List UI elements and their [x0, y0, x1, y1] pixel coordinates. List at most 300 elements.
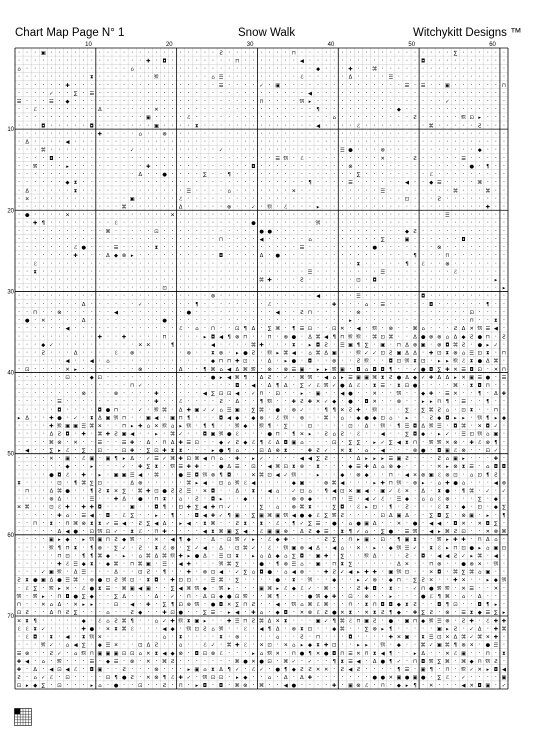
stitch-symbol: ✚: [356, 407, 361, 413]
thumbnail-grid: [15, 709, 32, 726]
stitch-symbol: ✚: [235, 456, 240, 462]
stitch-symbol: ·: [471, 650, 473, 657]
stitch-symbol: ·: [406, 325, 408, 332]
stitch-symbol: ·: [349, 139, 351, 146]
stitch-symbol: ·: [349, 350, 351, 357]
stitch-symbol: Ƨ: [42, 351, 45, 357]
stitch-symbol: ·: [358, 390, 360, 397]
stitch-symbol: ·: [390, 203, 392, 210]
stitch-symbol: ∑: [211, 391, 215, 397]
stitch-symbol: ·: [479, 90, 481, 97]
stitch-symbol: ·: [325, 674, 327, 681]
stitch-symbol: Δ: [300, 675, 304, 681]
stitch-symbol: ⊗: [138, 480, 142, 486]
stitch-symbol: ⌂: [284, 570, 287, 576]
stitch-symbol: ·: [228, 317, 230, 324]
stitch-symbol: ·: [228, 98, 230, 105]
stitch-symbol: ·: [390, 82, 392, 89]
stitch-symbol: ∑: [284, 424, 288, 430]
stitch-symbol: ℰ: [50, 675, 53, 681]
stitch-symbol: ·: [58, 293, 60, 300]
stitch-symbol: 𝔐: [154, 407, 159, 413]
stitch-symbol: ·: [398, 650, 400, 657]
stitch-symbol: ·: [18, 285, 20, 292]
stitch-symbol: ·: [34, 658, 36, 665]
stitch-symbol: ◘: [421, 294, 425, 300]
stitch-symbol: ✕: [469, 643, 473, 649]
stitch-symbol: ·: [325, 325, 327, 332]
stitch-symbol: ☰: [461, 432, 466, 438]
stitch-symbol: ✓: [122, 545, 126, 551]
stitch-symbol: ·: [252, 423, 254, 430]
stitch-symbol: ·: [333, 106, 335, 113]
stitch-symbol: ✓: [259, 667, 263, 673]
stitch-symbol: ·: [430, 552, 432, 559]
stitch-symbol: ·: [398, 147, 400, 154]
stitch-symbol: ·: [358, 90, 360, 97]
stitch-symbol: ●: [275, 407, 280, 413]
stitch-symbol: ·: [349, 642, 351, 649]
stitch-symbol: ·: [196, 642, 198, 649]
stitch-symbol: Δ: [147, 643, 151, 649]
stitch-symbol: ·: [196, 358, 198, 365]
stitch-symbol: ·: [422, 504, 424, 511]
stitch-symbol: ·: [293, 423, 295, 430]
stitch-symbol: ✓: [73, 415, 77, 421]
stitch-symbol: ·: [83, 496, 85, 503]
stitch-symbol: ·: [212, 544, 214, 551]
stitch-symbol: ◆: [276, 610, 280, 616]
stitch-symbol: ·: [398, 277, 400, 284]
stitch-symbol: ·: [301, 212, 303, 219]
stitch-symbol: Ƨ: [17, 578, 20, 584]
stitch-symbol: ·: [155, 341, 157, 348]
stitch-symbol: ·: [212, 244, 214, 251]
stitch-symbol: ·: [18, 439, 20, 446]
stitch-symbol: ·: [75, 228, 77, 235]
stitch-symbol: ·: [212, 49, 214, 56]
stitch-symbol: ⊓: [413, 618, 417, 624]
stitch-symbol: ·: [34, 390, 36, 397]
stitch-symbol: Δ: [284, 675, 288, 681]
stitch-symbol: ·: [341, 277, 343, 284]
stitch-symbol: ⊡: [235, 545, 239, 551]
stitch-symbol: 𝔐: [453, 359, 458, 365]
stitch-symbol: ▣: [259, 586, 264, 592]
stitch-symbol: Ƨ: [405, 553, 408, 559]
stitch-symbol: ▣: [89, 456, 94, 462]
stitch-symbol: 𝔐: [308, 375, 313, 381]
stitch-symbol: ¶: [268, 626, 271, 632]
stitch-symbol: Ƨ: [179, 488, 182, 494]
stitch-symbol: ·: [58, 130, 60, 137]
stitch-symbol: ◘: [429, 302, 433, 308]
stitch-symbol: ·: [188, 341, 190, 348]
stitch-symbol: Ƨ: [341, 432, 344, 438]
stitch-symbol: ·: [503, 317, 505, 324]
stitch-symbol: ·: [91, 220, 93, 227]
stitch-symbol: ·: [487, 277, 489, 284]
stitch-symbol: ◀: [163, 651, 167, 657]
stitch-symbol: ·: [414, 66, 416, 73]
stitch-symbol: ·: [463, 187, 465, 194]
stitch-symbol: Δ: [122, 594, 126, 600]
stitch-symbol: ·: [438, 268, 440, 275]
stitch-symbol: ·: [180, 293, 182, 300]
stitch-symbol: ·: [220, 90, 222, 97]
stitch-symbol: ·: [83, 309, 85, 316]
stitch-symbol: ·: [495, 382, 497, 389]
stitch-symbol: ·: [26, 203, 28, 210]
stitch-symbol: ·: [398, 212, 400, 219]
stitch-symbol: ✚: [502, 391, 507, 397]
stitch-symbol: ·: [244, 212, 246, 219]
stitch-symbol: ⌂: [308, 351, 311, 357]
stitch-symbol: ▣: [421, 342, 426, 348]
stitch-symbol: ·: [471, 252, 473, 259]
stitch-symbol: ·: [366, 187, 368, 194]
stitch-symbol: ✚: [179, 553, 184, 559]
stitch-symbol: ·: [285, 187, 287, 194]
stitch-symbol: ·: [50, 398, 52, 405]
stitch-symbol: ¶: [131, 618, 134, 624]
stitch-symbol: ·: [252, 285, 254, 292]
stitch-symbol: ◘: [421, 553, 425, 559]
stitch-symbol: ·: [123, 187, 125, 194]
stitch-symbol: ·: [406, 106, 408, 113]
stitch-symbol: ·: [99, 350, 101, 357]
stitch-symbol: ·: [204, 155, 206, 162]
stitch-symbol: ·: [212, 285, 214, 292]
stitch-symbol: ·: [471, 195, 473, 202]
stitch-symbol: Ƨ: [98, 488, 101, 494]
stitch-symbol: ▣: [130, 196, 135, 202]
stitch-symbol: ·: [446, 325, 448, 332]
stitch-symbol: ·: [479, 260, 481, 267]
stitch-symbol: ∑: [260, 505, 264, 511]
stitch-symbol: ·: [252, 358, 254, 365]
stitch-symbol: ·: [50, 203, 52, 210]
stitch-symbol: ·: [34, 130, 36, 137]
stitch-symbol: ·: [406, 585, 408, 592]
stitch-symbol: ◘: [494, 667, 498, 673]
stitch-symbol: ·: [422, 350, 424, 357]
stitch-symbol: ·: [42, 487, 44, 494]
stitch-symbol: ⊡: [195, 626, 199, 632]
stitch-symbol: ·: [42, 561, 44, 568]
stitch-symbol: ·: [430, 674, 432, 681]
stitch-symbol: ·: [349, 285, 351, 292]
stitch-symbol: ·: [155, 634, 157, 641]
stitch-symbol: ·: [26, 285, 28, 292]
stitch-symbol: ●: [421, 594, 426, 600]
stitch-symbol: ●: [275, 578, 280, 584]
stitch-symbol: ▸: [349, 318, 352, 324]
stitch-symbol: ·: [430, 252, 432, 259]
stitch-symbol: ·: [139, 390, 141, 397]
stitch-symbol: ·: [503, 57, 505, 64]
stitch-symbol: ·: [261, 66, 263, 73]
stitch-symbol: ·: [430, 244, 432, 251]
stitch-symbol: ·: [269, 98, 271, 105]
stitch-symbol: ·: [34, 98, 36, 105]
stitch-symbol: ·: [503, 439, 505, 446]
stitch-symbol: ▸: [373, 545, 376, 551]
stitch-symbol: ☰: [219, 75, 224, 81]
stitch-symbol: ·: [91, 382, 93, 389]
stitch-symbol: ·: [269, 82, 271, 89]
stitch-symbol: ⊡: [308, 326, 312, 332]
stitch-symbol: ·: [261, 366, 263, 373]
stitch-symbol: ·: [479, 285, 481, 292]
stitch-symbol: ⊓: [437, 399, 441, 405]
stitch-symbol: ·: [471, 82, 473, 89]
stitch-symbol: ·: [301, 147, 303, 154]
stitch-symbol: ✕: [445, 440, 449, 446]
stitch-symbol: ∑: [252, 513, 256, 519]
stitch-symbol: ·: [430, 382, 432, 389]
stitch-symbol: ·: [123, 82, 125, 89]
stitch-symbol: ▣: [146, 562, 151, 568]
stitch-symbol: ▣: [275, 83, 280, 89]
stitch-symbol: ▸: [179, 424, 182, 430]
stitch-symbol: Ƨ: [252, 602, 255, 608]
stitch-symbol: ·: [455, 285, 457, 292]
stitch-symbol: ·: [341, 220, 343, 227]
stitch-symbol: ·: [455, 82, 457, 89]
stitch-symbol: ✚: [65, 83, 70, 89]
stitch-symbol: ·: [487, 406, 489, 413]
stitch-symbol: ·: [123, 366, 125, 373]
stitch-symbol: ✚: [65, 505, 70, 511]
stitch-symbol: ✓: [372, 497, 376, 503]
stitch-symbol: ·: [414, 195, 416, 202]
stitch-symbol: ·: [58, 98, 60, 105]
stitch-symbol: ∑: [90, 480, 94, 486]
stitch-symbol: ·: [406, 57, 408, 64]
stitch-symbol: ¶: [446, 602, 449, 608]
stitch-symbol: ·: [75, 674, 77, 681]
stitch-symbol: ◀: [405, 180, 409, 186]
stitch-symbol: ·: [180, 479, 182, 486]
stitch-symbol: ·: [325, 203, 327, 210]
stitch-symbol: ·: [50, 561, 52, 568]
stitch-symbol: ·: [83, 674, 85, 681]
stitch-symbol: ·: [107, 187, 109, 194]
stitch-symbol: ·: [285, 277, 287, 284]
stitch-symbol: 𝔐: [57, 424, 62, 430]
stitch-symbol: ✚: [179, 456, 184, 462]
stitch-symbol: ·: [422, 414, 424, 421]
stitch-symbol: ·: [115, 147, 117, 154]
stitch-symbol: ·: [422, 66, 424, 73]
stitch-symbol: ·: [390, 155, 392, 162]
stitch-symbol: ·: [204, 374, 206, 381]
stitch-symbol: ∑: [357, 440, 361, 446]
stitch-symbol: ·: [261, 122, 263, 129]
stitch-symbol: ·: [422, 682, 424, 689]
stitch-symbol: ·: [455, 658, 457, 665]
stitch-symbol: ✕: [17, 618, 21, 624]
stitch-symbol: ·: [390, 90, 392, 97]
stitch-symbol: ◘: [373, 278, 377, 284]
stitch-symbol: ·: [293, 212, 295, 219]
stitch-symbol: ·: [26, 398, 28, 405]
stitch-symbol: ·: [414, 496, 416, 503]
stitch-symbol: ·: [18, 252, 20, 259]
stitch-symbol: ·: [196, 277, 198, 284]
stitch-symbol: ⌂: [284, 553, 287, 559]
stitch-symbol: ⧗: [235, 553, 239, 559]
stitch-symbol: ·: [34, 552, 36, 559]
stitch-symbol: ·: [261, 114, 263, 121]
stitch-symbol: ·: [309, 195, 311, 202]
stitch-symbol: ☰: [291, 562, 296, 568]
stitch-symbol: ▸: [446, 626, 449, 632]
stitch-symbol: ▣: [405, 237, 410, 243]
stitch-symbol: ·: [228, 252, 230, 259]
stitch-symbol: ●: [90, 586, 95, 592]
stitch-symbol: ·: [220, 155, 222, 162]
stitch-symbol: ·: [139, 658, 141, 665]
stitch-symbol: ⊓: [243, 334, 247, 340]
stitch-symbol: ·: [479, 479, 481, 486]
stitch-symbol: ·: [236, 147, 238, 154]
stitch-symbol: ▸: [66, 164, 69, 170]
stitch-symbol: ⊡: [170, 610, 174, 616]
stitch-symbol: ·: [309, 74, 311, 81]
stitch-symbol: ·: [406, 252, 408, 259]
stitch-symbol: ▣: [235, 407, 240, 413]
stitch-symbol: ◘: [65, 594, 69, 600]
stitch-symbol: ☰: [356, 464, 361, 470]
stitch-symbol: Δ: [276, 626, 280, 632]
stitch-symbol: ·: [317, 358, 319, 365]
stitch-symbol: ⧗: [308, 505, 312, 511]
stitch-symbol: ✕: [284, 643, 288, 649]
stitch-symbol: ·: [479, 228, 481, 235]
stitch-symbol: ·: [236, 496, 238, 503]
stitch-symbol: ·: [479, 57, 481, 64]
stitch-symbol: ·: [503, 49, 505, 56]
stitch-symbol: ·: [503, 106, 505, 113]
stitch-symbol: ·: [244, 406, 246, 413]
stitch-symbol: ·: [83, 268, 85, 275]
stitch-symbol: ·: [236, 260, 238, 267]
stitch-symbol: ·: [349, 106, 351, 113]
stitch-symbol: ·: [164, 155, 166, 162]
stitch-symbol: ⊗: [356, 683, 360, 689]
stitch-symbol: ·: [34, 496, 36, 503]
stitch-symbol: ·: [236, 236, 238, 243]
stitch-symbol: ·: [83, 293, 85, 300]
stitch-symbol: ·: [58, 122, 60, 129]
stitch-symbol: ·: [414, 236, 416, 243]
stitch-symbol: ·: [236, 139, 238, 146]
stitch-symbol: ·: [204, 244, 206, 251]
stitch-symbol: Δ: [373, 659, 377, 665]
stitch-symbol: ·: [398, 195, 400, 202]
stitch-symbol: ·: [131, 301, 133, 308]
stitch-symbol: ·: [293, 98, 295, 105]
stitch-symbol: ·: [26, 301, 28, 308]
stitch-symbol: ·: [252, 82, 254, 89]
stitch-symbol: ·: [107, 544, 109, 551]
stitch-symbol: ·: [34, 90, 36, 97]
stitch-symbol: ·: [236, 504, 238, 511]
stitch-symbol: ●: [65, 488, 70, 494]
stitch-symbol: ·: [390, 106, 392, 113]
stitch-symbol: ⌘: [307, 602, 312, 608]
stitch-symbol: ·: [204, 658, 206, 665]
stitch-symbol: ·: [107, 244, 109, 251]
stitch-symbol: ⊓: [478, 659, 482, 665]
stitch-symbol: ·: [495, 171, 497, 178]
stitch-symbol: ·: [172, 130, 174, 137]
stitch-symbol: ⊓: [130, 562, 134, 568]
stitch-symbol: ·: [18, 49, 20, 56]
stitch-symbol: ·: [42, 634, 44, 641]
stitch-symbol: ¶: [228, 667, 231, 673]
stitch-symbol: Ƨ: [147, 570, 150, 576]
stitch-symbol: ·: [67, 203, 69, 210]
stitch-symbol: ◘: [219, 253, 223, 259]
stitch-symbol: ·: [212, 98, 214, 105]
designer-name: Witchykitt Designs ™: [413, 27, 522, 39]
stitch-symbol: ·: [487, 66, 489, 73]
stitch-symbol: ◀: [462, 683, 466, 689]
stitch-symbol: ·: [212, 317, 214, 324]
stitch-symbol: ·: [236, 90, 238, 97]
stitch-symbol: ⊡: [98, 480, 102, 486]
stitch-symbol: ☰: [461, 156, 466, 162]
stitch-symbol: ·: [293, 195, 295, 202]
stitch-symbol: ·: [446, 187, 448, 194]
stitch-symbol: ·: [147, 212, 149, 219]
stitch-symbol: ·: [180, 163, 182, 170]
stitch-symbol: ·: [155, 301, 157, 308]
stitch-symbol: ▸: [252, 651, 255, 657]
stitch-symbol: ·: [293, 293, 295, 300]
stitch-symbol: ·: [75, 390, 77, 397]
stitch-symbol: ·: [180, 90, 182, 97]
stitch-symbol: ⧗: [244, 521, 248, 527]
stitch-symbol: ·: [75, 406, 77, 413]
stitch-symbol: ⧗: [340, 529, 344, 535]
stitch-symbol: ⧗: [106, 488, 110, 494]
stitch-symbol: ◆: [98, 643, 102, 649]
stitch-symbol: ·: [438, 309, 440, 316]
stitch-symbol: ·: [180, 74, 182, 81]
stitch-symbol: ·: [358, 317, 360, 324]
stitch-symbol: ✚: [308, 399, 313, 405]
stitch-symbol: ·: [487, 82, 489, 89]
stitch-symbol: ✓: [413, 545, 417, 551]
stitch-symbol: ·: [325, 244, 327, 251]
stitch-symbol: ·: [382, 358, 384, 365]
stitch-symbol: ·: [495, 285, 497, 292]
stitch-symbol: ✕: [41, 318, 45, 324]
stitch-symbol: ✚: [284, 537, 289, 543]
stitch-symbol: ·: [58, 260, 60, 267]
stitch-symbol: ·: [34, 195, 36, 202]
stitch-symbol: ·: [277, 220, 279, 227]
stitch-symbol: ·: [26, 244, 28, 251]
stitch-symbol: ·: [301, 236, 303, 243]
stitch-symbol: ·: [228, 147, 230, 154]
stitch-symbol: ·: [220, 212, 222, 219]
stitch-symbol: ·: [172, 561, 174, 568]
